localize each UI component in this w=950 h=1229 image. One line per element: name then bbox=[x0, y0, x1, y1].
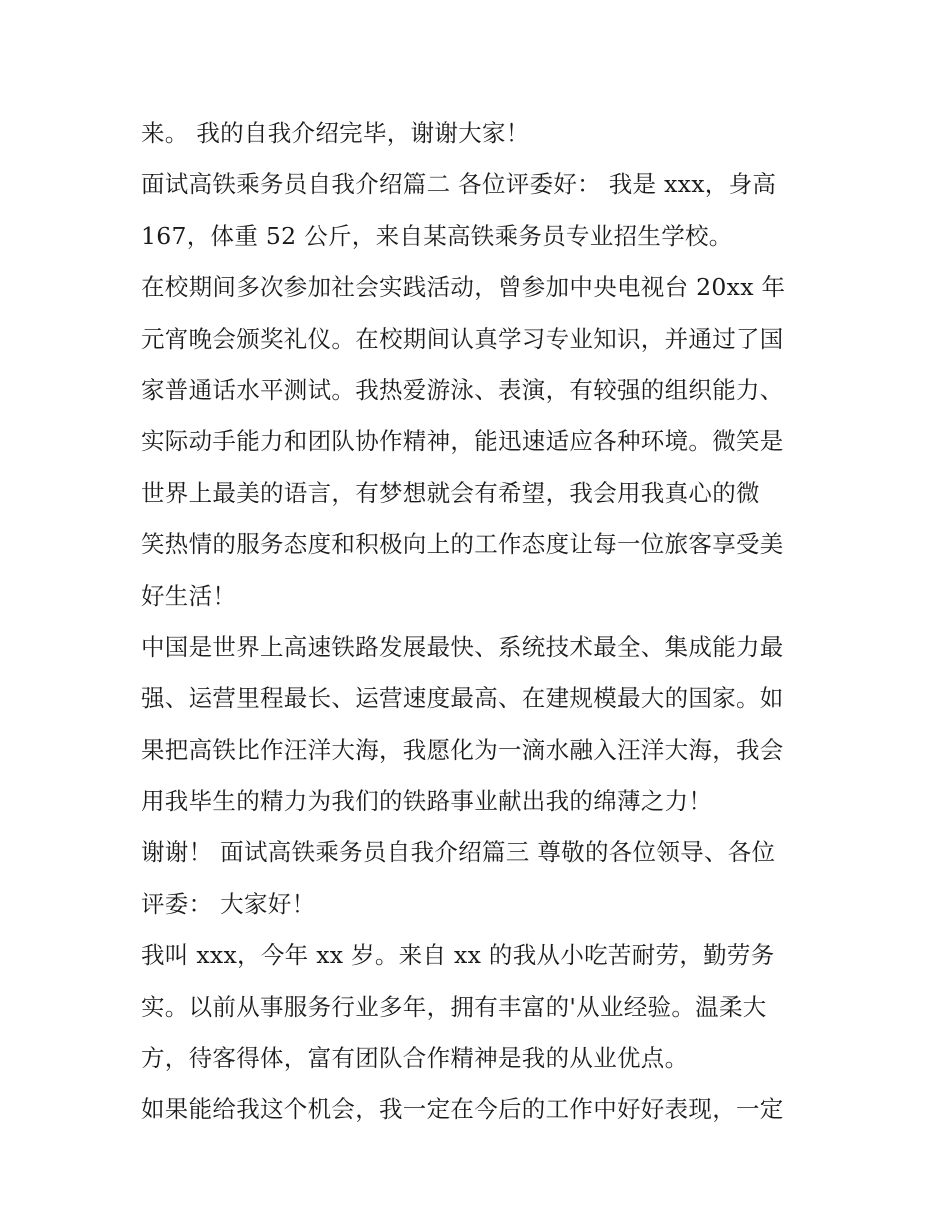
text-line: 评委： 大家好！ bbox=[141, 889, 316, 918]
text-line: 家普通话水平测试。我热爱游泳、表演，有较强的组织能力、 bbox=[141, 375, 784, 404]
text-line: 我叫 xxx，今年 xx 岁。来自 xx 的我从小吃苦耐劳，勤劳务 bbox=[141, 941, 775, 970]
text-line: 强、运营里程最长、运营速度最高、在建规模最大的国家。如 bbox=[141, 684, 784, 713]
text-line: 实。以前从事服务行业多年，拥有丰富的'从业经验。温柔大 bbox=[141, 992, 767, 1021]
text-line: 世界上最美的语言，有梦想就会有希望，我会用我真心的微 bbox=[141, 478, 760, 507]
text-line: 如果能给我这个机会，我一定在今后的工作中好好表现，一定 bbox=[141, 1095, 784, 1124]
document-body bbox=[141, 108, 821, 1136]
text-line: 中国是世界上高速铁路发展最快、系统技术最全、集成能力最 bbox=[141, 632, 784, 661]
text-line: 167，体重 52 公斤，来自某高铁乘务员专业招生学校。 bbox=[141, 221, 733, 250]
text-line: 元宵晚会颁奖礼仪。在校期间认真学习专业知识，并通过了国 bbox=[141, 324, 784, 353]
text-line: 好生活！ bbox=[141, 581, 237, 610]
text-line: 实际动手能力和团队协作精神，能迅速适应各种环境。微笑是 bbox=[141, 427, 784, 456]
text-line: 面试高铁乘务员自我介绍篇二 各位评委好： 我是 xxx，身高 bbox=[141, 170, 777, 199]
text-line: 果把高铁比作汪洋大海，我愿化为一滴水融入汪洋大海，我会 bbox=[141, 735, 784, 764]
text-line: 在校期间多次参加社会实践活动，曾参加中央电视台 20xx 年 bbox=[141, 273, 786, 302]
text-line: 谢谢！ 面试高铁乘务员自我介绍篇三 尊敬的各位领导、各位 bbox=[141, 838, 776, 867]
text-line: 用我毕生的精力为我们的铁路事业献出我的绵薄之力！ bbox=[141, 787, 713, 816]
text-line: 笑热情的服务态度和积极向上的工作态度让每一位旅客享受美 bbox=[141, 530, 784, 559]
text-line: 来。 我的自我介绍完毕，谢谢大家！ bbox=[141, 119, 530, 147]
text-line: 方，待客得体，富有团队合作精神是我的从业优点。 bbox=[141, 1044, 689, 1073]
